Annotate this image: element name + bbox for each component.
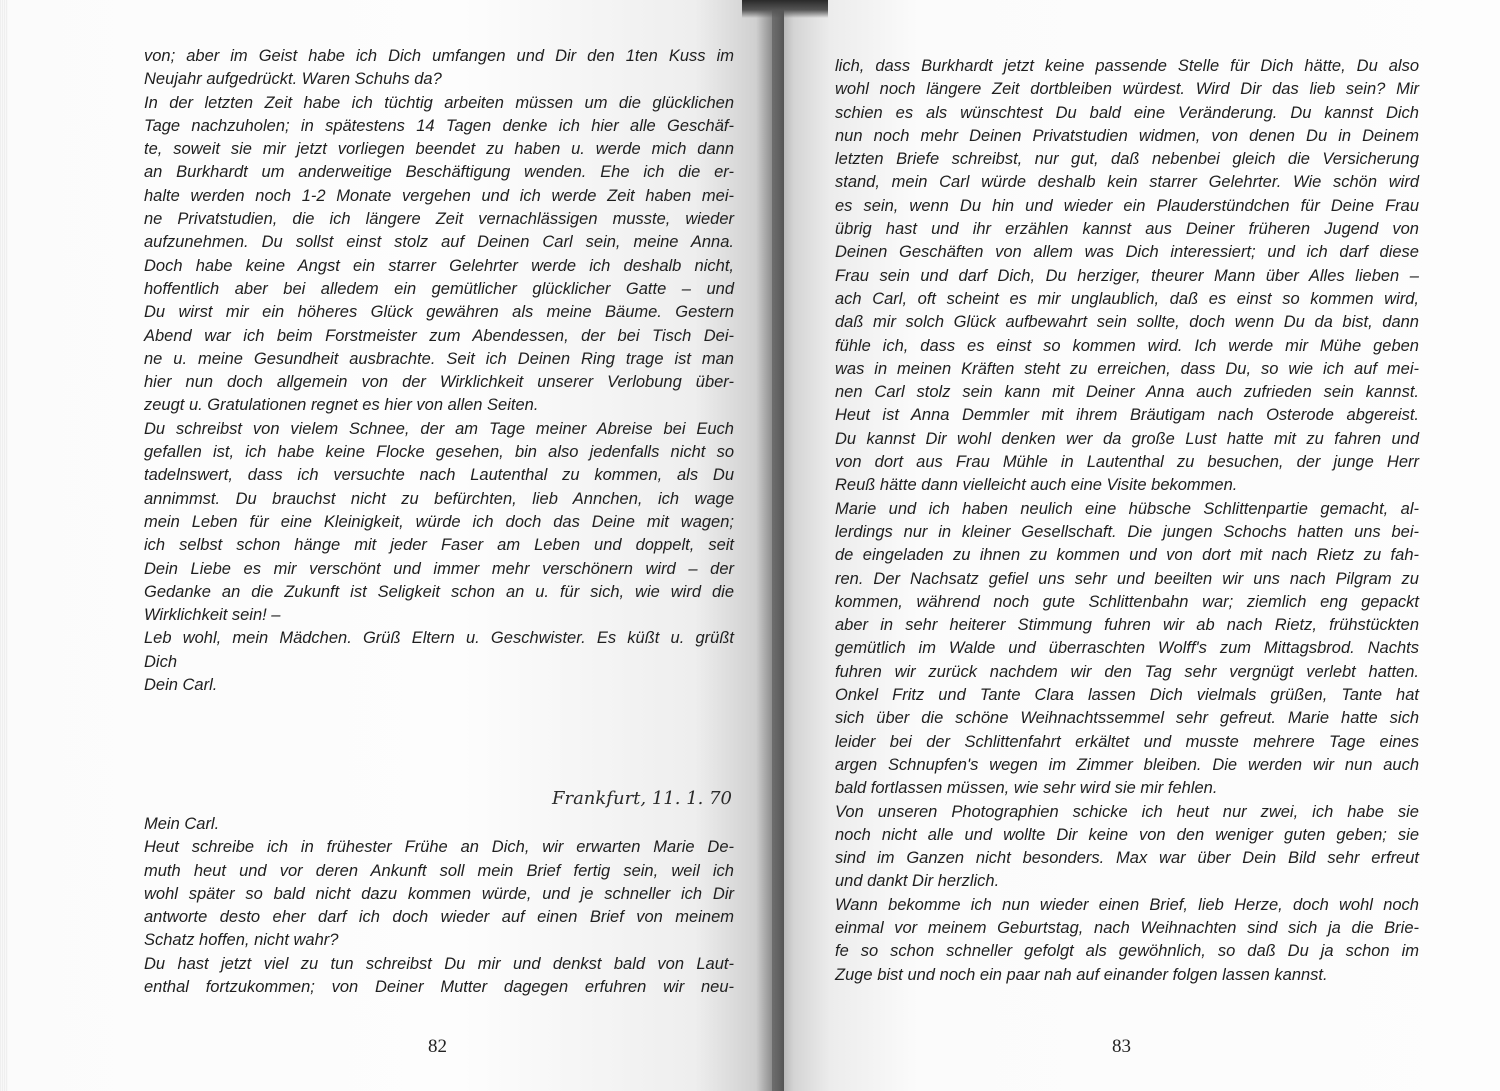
text-line: Dich <box>144 652 178 671</box>
text-line: In der letzten Zeit habe ich tüchtig arbeiten müssen um die glücklichen <box>144 93 734 112</box>
text-line: halte werden noch 1-2 Monate vergehen und ich werde Zeit haben mei- <box>144 186 734 205</box>
text-line: es sein, wenn Du hin und wieder ein Plauderstündchen für Deine Frau <box>835 196 1419 215</box>
signature-line: Dein Carl. <box>144 676 218 695</box>
text-line: Du schreibst von vielem Schnee, der am Tage meiner Abreise bei Euch <box>144 419 734 438</box>
text-line: und dankt Dir herzlich. <box>835 872 1000 891</box>
text-line: te, soweit sie mir jetzt vorliegen beendet zu haben u. werde mich dann <box>144 140 734 159</box>
text-line: was in meinen Kräften steht zu erreichen, dass Du, so wie ich auf mei- <box>835 359 1419 378</box>
letter-anna-continued <box>835 55 1419 987</box>
text-line: Neujahr aufgedrückt. Waren Schuhs da? <box>144 70 442 89</box>
letter-anna-body <box>144 813 734 999</box>
text-line: hoffentlich aber bei alledem ein gemütlicher glücklicher Gatte – und <box>144 279 734 298</box>
text-line: Von unseren Photographien schicke ich heut nur zwei, ich habe sie <box>835 802 1419 821</box>
text-line: fe so schon schneller gefolgt als gewöhnlich, so daß Du ja schon im <box>835 942 1419 961</box>
text-line: fühle ich, dass es einst so kommen wird. Ich werde mir Mühe geben <box>835 336 1419 355</box>
text-line: Leb wohl, mein Mädchen. Grüß Eltern u. Geschwister. Es küßt u. grüßt <box>144 629 734 648</box>
text-line: bald fortlassen müssen, wie sehr wird sie mir fehlen. <box>835 779 1218 798</box>
text-line: von dort aus Frau Mühle in Lautenthal zu besuchen, der junge Herr <box>835 453 1419 472</box>
salutation-line: Mein Carl. <box>144 815 220 833</box>
text-line: Du hast jetzt viel zu tun schreibst Du mir und denkst bald von Laut- <box>144 954 734 973</box>
text-line: Du wirst mir ein höheres Glück gewähren als meine Bäume. Gestern <box>144 303 734 322</box>
text-line: Du kannst Dir wohl denken wer da große Lust hatte mit zu fahren und <box>835 429 1419 448</box>
text-line: Reuß hätte dann vielleicht auch eine Visite bekommen. <box>835 476 1238 495</box>
text-line: schien es als wünschtest Du bald eine Veränderung. Du kannst Dich <box>835 103 1419 122</box>
text-line: nun noch mehr Deinen Privatstudien widmen, von denen Du in Deinem <box>835 126 1419 145</box>
text-line: an Burkhardt um anderweitige Beschäftigung wenden. Ehe ich die er- <box>144 163 734 182</box>
page-number: 83 <box>1112 1036 1131 1057</box>
text-line: Heut schreibe ich in frühester Frühe an Dich, wir erwarten Marie De- <box>144 838 734 857</box>
text-line: noch nicht alle und wollte Dir keine von den weniger guten geben; sie <box>835 825 1419 844</box>
text-line: fuhren wir zurück nachdem wir den Tag sehr vergnügt verlebt hatten. <box>835 662 1419 681</box>
text-line: einmal vor meinem Geburtstag, nach Weihnachten sind sich ja die Brie- <box>835 918 1419 937</box>
text-line: ne Privatstudien, die ich längere Zeit vernachlässigen musste, wieder <box>144 210 734 229</box>
letter-carl-body <box>144 45 734 697</box>
text-line: kommen, während noch gute Schlittenbahn war; ziemlich eng gepackt <box>835 592 1419 611</box>
text-line: Schatz hoffen, nicht wahr? <box>144 931 339 950</box>
text-line: sind im Ganzen nicht besonders. Max war über Dein Bild sehr erfreut <box>835 849 1419 868</box>
text-line: ne u. meine Gesundheit ausbrachte. Seit ich Deinen Ring trage ist man <box>144 349 734 368</box>
text-line: hier nun doch allgemein von der Wirklichkeit unserer Verlobung über- <box>144 373 734 392</box>
text-line: lich, dass Burkhardt jetzt keine passende Stelle für Dich hätte, Du also <box>835 57 1419 75</box>
text-line: argen Schnupfen's wegen im Zimmer bleiben. Die werden wir nun auch <box>835 755 1419 774</box>
text-line: ach Carl, oft scheint es mir unglaublich, daß es einst so kommen wird, <box>835 289 1419 308</box>
text-line: leider bei der Schlittenfahrt erkältet und musste mehrere Tage eines <box>835 732 1419 751</box>
text-line: Doch habe keine Angst ein starrer Gelehrter werde ich deshalb nicht, <box>144 256 734 275</box>
text-line: Wirklichkeit sein! – <box>144 606 281 625</box>
text-line: aber in sehr heiterer Stimmung fuhren wir ab nach Rietz, frühstückten <box>835 616 1419 635</box>
text-line: de eingeladen zu ihnen zu kommen und von dort mit nach Rietz zu fah- <box>835 546 1419 565</box>
text-line: Gedanke an die Zukunft ist Seligkeit schon an u. für sich, wie wird die <box>144 582 734 601</box>
text-line: Tage nachzuholen; in spätestens 14 Tagen denke ich hier alle Geschäf- <box>144 116 734 135</box>
text-line: ich selbst schon hänge mit jeder Faser am Leben und doppelt, seit <box>144 536 734 555</box>
text-line: letzten Briefe schreibst, nur gut, daß nebenbei gleich die Versicherung <box>835 150 1419 169</box>
text-line: Deinen Geschäften von allem was Dich interessiert; und ich darf diese <box>835 243 1419 262</box>
text-line: wohl noch längere Zeit dortbleiben würdest. Wird Dir das lieb sein? Mir <box>835 80 1419 99</box>
text-line: zeugt u. Gratulationen regnet es hier von allen Seiten. <box>144 396 539 415</box>
text-line: daß mir solch Glück aufbewahrt sein sollte, doch wenn Du da bist, dann <box>835 313 1419 332</box>
page-edge <box>0 0 8 1091</box>
letter-heading: Frankfurt, 11. 1. 70 <box>551 788 732 809</box>
text-line: stand, mein Carl würde deshalb kein starrer Gelehrter. Wie schön wird <box>835 173 1419 192</box>
text-line: nen Carl stolz sein kann mit Deiner Anna auch zufrieden sein kannst. <box>835 383 1419 402</box>
spine-top <box>742 0 828 18</box>
text-line: ren. Der Nachsatz gefiel uns sehr und beeilten wir uns nach Pilgram zu <box>835 569 1419 588</box>
text-line: Abend war ich beim Forstmeister zum Abendessen, der bei Tisch Dei- <box>144 326 734 345</box>
text-line: gemütlich im Walde und überraschten Wolff's zum Mittagsbrod. Nachts <box>835 639 1419 658</box>
text-line: übrig hast und ihr erzählen kannst aus Deiner früheren Jugend von <box>835 220 1419 239</box>
text-line: mein Leben für eine Kleinigkeit, würde ich doch das Deine mit wagen; <box>144 512 734 531</box>
text-line: aufzunehmen. Du sollst einst stolz auf Deinen Carl sein, meine Anna. <box>144 233 734 252</box>
text-line: enthal fortzukommen; von Deiner Mutter dagegen erfuhren wir neu- <box>144 978 734 997</box>
text-line: Marie und ich haben neulich eine hübsche Schlittenpartie gemacht, al- <box>835 499 1419 518</box>
text-line: lerdings nur in kleiner Gesellschaft. Die jungen Schochs hatten uns bei- <box>835 522 1419 541</box>
right-page <box>772 0 1500 1091</box>
text-line: annimmst. Du brauchst nicht zu befürchten, lieb Annchen, ich wage <box>144 489 734 508</box>
text-line: von; aber im Geist habe ich Dich umfangen und Dir den 1ten Kuss im <box>144 47 734 65</box>
text-line: wohl später so bald nicht dazu kommen würde, und je schneller ich Dir <box>144 884 734 903</box>
text-line: sich über die schöne Weihnachtssemmel sehr gefreut. Marie hatte sich <box>835 709 1419 728</box>
text-line: Onkel Fritz und Tante Clara lassen Dich vielmals grüßen, Tante hat <box>835 686 1419 705</box>
book-gutter <box>756 0 784 1091</box>
text-line: Dein Liebe es mir verschönt und immer mehr verschönern wird – der <box>144 559 734 578</box>
text-line: gefallen ist, ich habe keine Flocke gesehen, bin also jedenfalls nicht so <box>144 443 734 462</box>
text-line: muth heut und vor deren Ankunft soll mein Brief fertig sein, weil ich <box>144 861 734 880</box>
text-line: Zuge bist und noch ein paar nah auf einander folgen lassen kannst. <box>835 965 1328 984</box>
page-number: 82 <box>428 1036 447 1057</box>
text-line: Frau sein und darf Dich, Du herziger, theurer Mann über Alles lieben – <box>835 266 1419 285</box>
text-line: tadelnswert, dass ich versuchte nach Lautenthal zu kommen, als Du <box>144 466 734 485</box>
text-line: Heut ist Anna Demmler mit ihrem Bräutigam nach Osterode abgereist. <box>835 406 1419 425</box>
text-line: Wann bekomme ich nun wieder einen Brief, lieb Herze, doch wohl noch <box>835 895 1419 914</box>
text-line: antworte desto eher darf ich doch wieder auf einen Brief von meinem <box>144 908 734 927</box>
